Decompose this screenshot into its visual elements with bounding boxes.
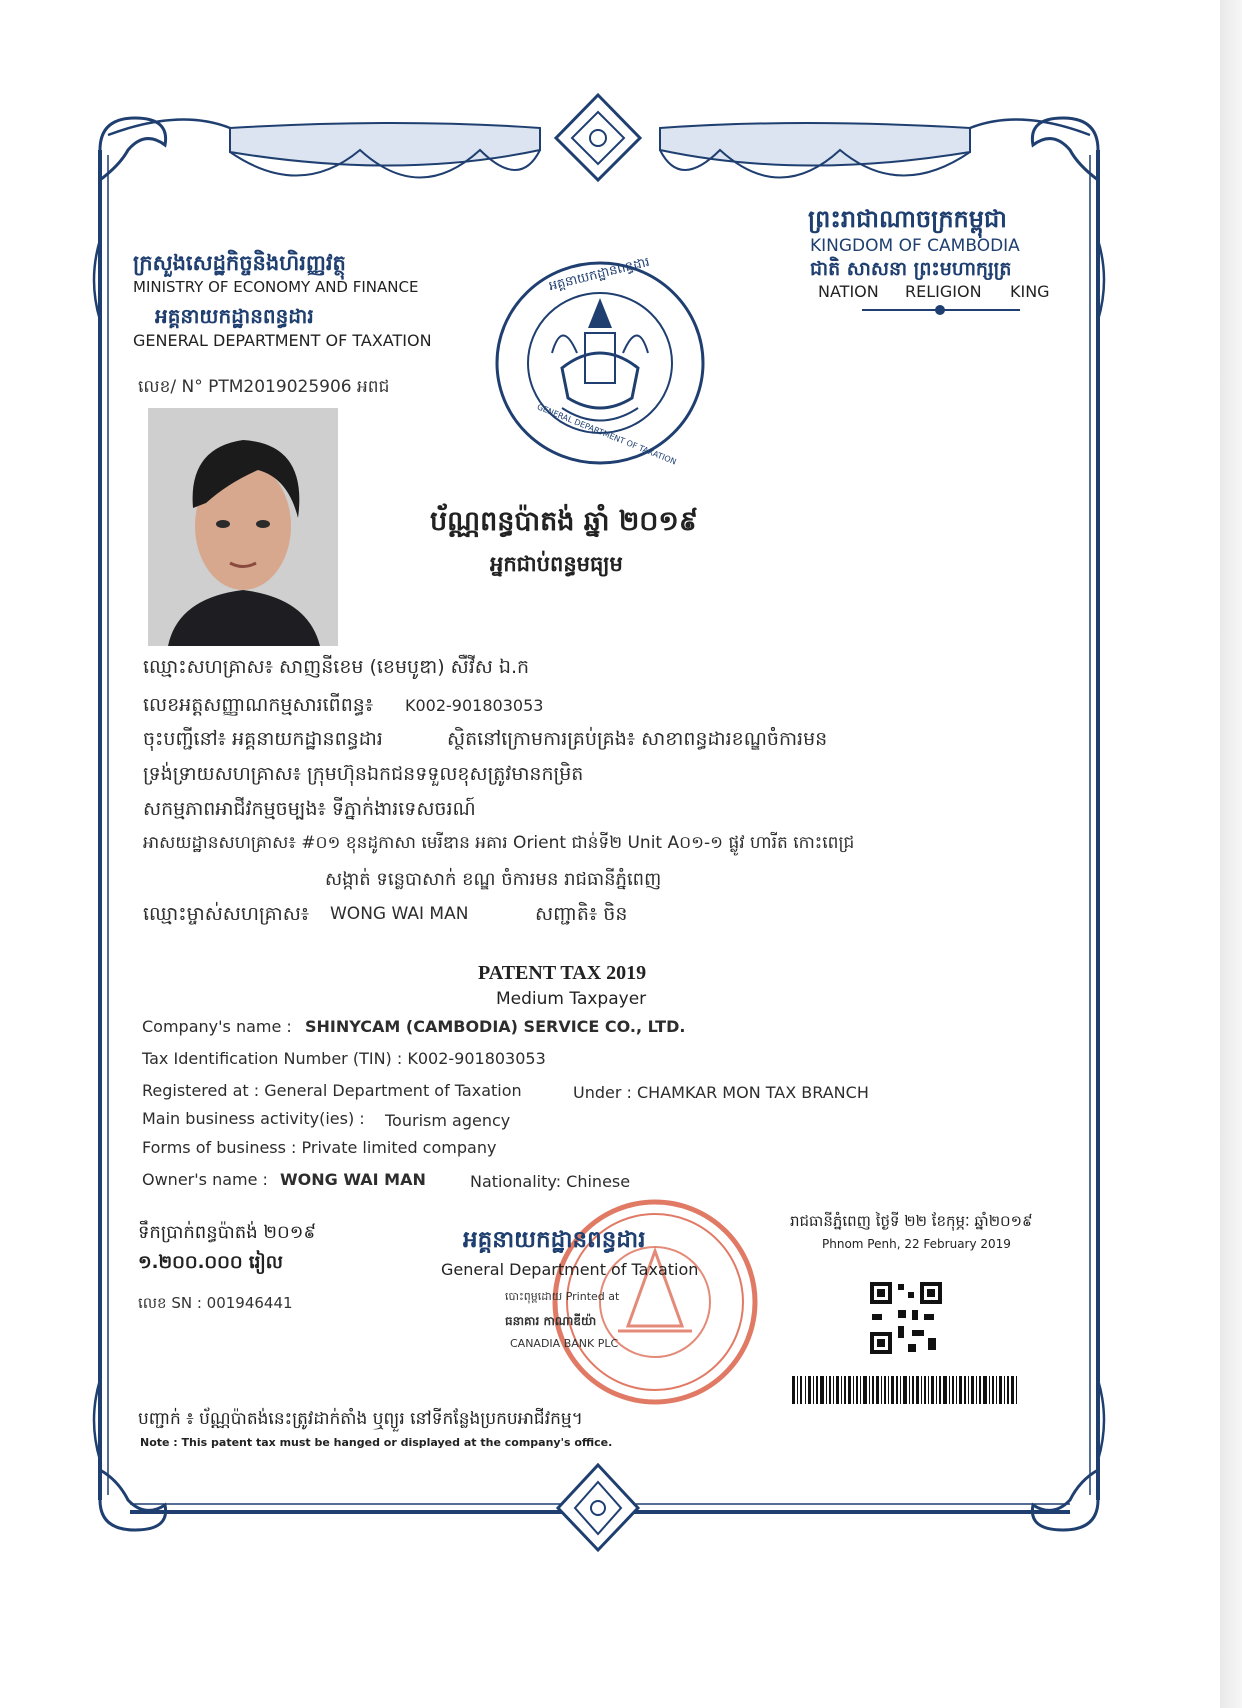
ministry-km: ក្រសួងសេដ្ឋកិច្ចនិងហិរញ្ញវត្ថុ <box>133 251 346 275</box>
department-km: អគ្គនាយកដ្ឋានពន្ធដារ <box>155 304 314 328</box>
en-company-value: SHINYCAM (CAMBODIA) SERVICE CO., LTD. <box>305 1017 686 1036</box>
en-registered: Registered at : General Department of Taxation <box>142 1081 522 1100</box>
patent-number: លេខ/ N° PTM2019025906 អពជ <box>138 377 390 397</box>
km-owner-label: ឈ្មោះម្ចាស់សហគ្រាស៖ <box>143 903 310 925</box>
km-nationality: សញ្ជាតិ៖ ចិន <box>535 903 628 925</box>
kingdom-km: ព្រះរាជាណាចក្រកម្ពុជា <box>808 205 1007 233</box>
serial-number: លេខ SN : 001946441 <box>138 1294 293 1312</box>
title-km: ប័ណ្ណពន្ធប៉ាតង់ ឆ្នាំ ២០១៩ <box>430 506 698 537</box>
seal-text-km: អគ្គនាយកដ្ឋានពន្ធដារ <box>547 254 652 295</box>
en-forms: Forms of business : Private limited company <box>142 1138 497 1157</box>
note-en: Note : This patent tax must be hanged or displayed at the company's office. <box>140 1436 613 1449</box>
en-company-label: Company's name : <box>142 1017 292 1036</box>
kingdom-en: KINGDOM OF CAMBODIA <box>810 236 1020 256</box>
km-registered: ចុះបញ្ជីនៅ៖ អគ្គនាយកដ្ឋានពន្ធដារ <box>143 728 383 750</box>
stamp-km: អគ្គនាយកដ្ឋានពន្ធដារ <box>463 1227 646 1253</box>
en-tin: Tax Identification Number (TIN) : K002-901803053 <box>142 1049 546 1068</box>
km-form: ទ្រង់ទ្រាយសហគ្រាស៖ ក្រុមហ៊ុនឯកជនទទួលខុសត្រូវមានកម្រិត <box>143 763 584 785</box>
qr-code <box>868 1280 944 1356</box>
en-activity-label: Main business activity(ies) : <box>142 1109 365 1128</box>
en-under: Under : CHAMKAR MON TAX BRANCH <box>573 1083 869 1102</box>
amount-label: ទឹកប្រាក់ពន្ធប៉ាតង់ ២០១៩ <box>138 1222 317 1243</box>
motto-km: ជាតិ សាសនា ព្រះមហាក្សត្រ <box>810 258 1012 280</box>
stamp-en: General Department of Taxation <box>441 1260 699 1279</box>
department-en: GENERAL DEPARTMENT OF TAXATION <box>133 331 432 350</box>
km-under: ស្ថិតនៅក្រោមការគ្រប់គ្រង៖ សាខាពន្ធដារខណ្ឌចំការមន <box>447 728 828 750</box>
subtitle-km: អ្នកជាប់ពន្ធមធ្យម <box>490 552 623 576</box>
barcode <box>792 1376 1020 1404</box>
date-km: រាជធានីភ្នំពេញ ថ្ងៃទី ២២ ខែកុម្ភៈ ឆ្នាំ២០១៩ <box>790 1212 1033 1230</box>
km-tin-label: លេខអត្តសញ្ញាណកម្មសារពើពន្ធ៖ <box>143 694 374 716</box>
motto-religion: RELIGION <box>905 282 982 301</box>
km-activity: សកម្មភាពអាជីវកម្មចម្បង៖ ទីភ្នាក់ងារទេសចរណ៍ <box>143 798 476 820</box>
bank-en: CANADIA BANK PLC <box>510 1337 619 1350</box>
motto-nation: NATION <box>818 282 879 301</box>
en-subtitle: Medium Taxpayer <box>496 989 647 1009</box>
date-en: Phnom Penh, 22 February 2019 <box>822 1237 1011 1251</box>
km-company: ឈ្មោះសហគ្រាស៖ សាញនីខេម (ខេមបូឌា) សឺវីស ឯ.ក <box>143 656 530 678</box>
bank-km: ធនាគារ កាណាឌីយ៉ា <box>505 1314 597 1328</box>
en-activity-value: Tourism agency <box>385 1111 511 1130</box>
printed-at: បោះពុម្ពដោយ Printed at <box>505 1290 620 1303</box>
en-title: PATENT TAX 2019 <box>478 962 647 984</box>
amount-value: ១.២០០.០០០ រៀល <box>138 1252 283 1273</box>
owner-photo <box>148 408 338 646</box>
en-owner-value: WONG WAI MAN <box>280 1170 426 1189</box>
motto-king: KING <box>1010 282 1050 301</box>
km-owner-value: WONG WAI MAN <box>330 904 469 924</box>
km-address-1: អាសយដ្ឋានសហគ្រាស៖ #០១ ខុនដូកាសា មេរីឌាន អគារ Orient ជាន់ទី២ Unit A០១-១ ផ្លូវ ហារីត កោះពេជ្រ <box>143 833 855 853</box>
en-owner-label: Owner's name : <box>142 1170 268 1189</box>
seal-text-en: GENERAL DEPARTMENT OF TAXATION <box>535 402 678 467</box>
ministry-en: MINISTRY OF ECONOMY AND FINANCE <box>133 278 419 296</box>
km-address-2: សង្កាត់ ទន្លេបាសាក់ ខណ្ឌ ចំការមន រាជធានីភ្នំពេញ <box>325 869 662 890</box>
km-tin-value: K002-901803053 <box>405 696 544 715</box>
en-nationality: Nationality: Chinese <box>470 1172 631 1191</box>
note-km: បញ្ជាក់ ៖ ប័ណ្ណប៉ាតង់នេះត្រូវដាក់តាំង ឬព្យួរ នៅទីកន្លែងប្រកបអាជីវកម្ម។ <box>138 1409 583 1429</box>
